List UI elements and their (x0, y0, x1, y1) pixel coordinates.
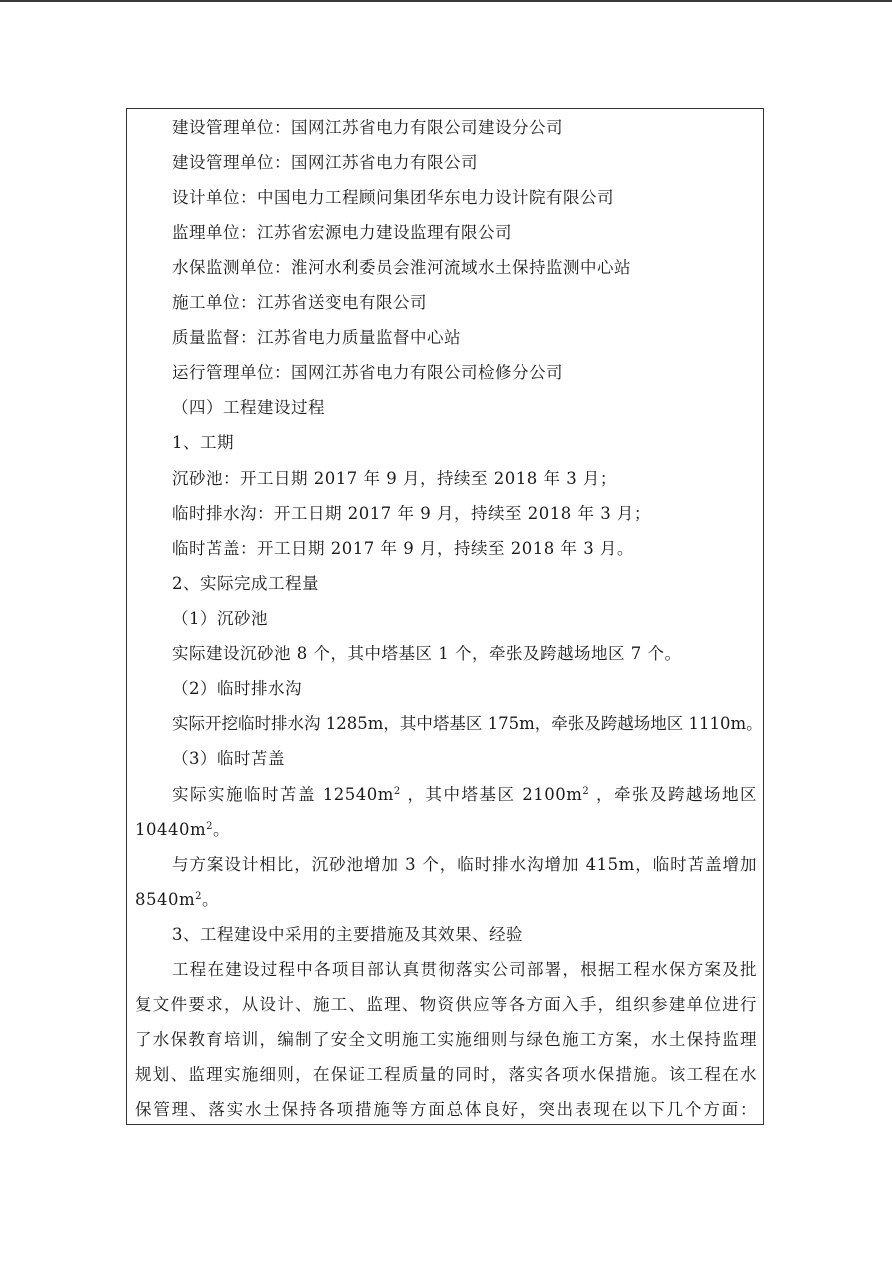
unit-supervision: 监理单位：江苏省宏源电力建设监理有限公司 (172, 223, 512, 242)
unit-construction-management: 建设管理单位：国网江苏省电力有限公司 (172, 153, 478, 172)
item1-text: 实际建设沉砂池 8 个，其中塔基区 1 个，牵张及跨越场地区 7 个。 (172, 644, 682, 663)
measures-line3: 了水保教育培训，编制了安全文明施工实施细则与绿色施工方案，水土保持监理 (135, 1030, 757, 1049)
item3-text-line2: $10440m^2$。 (135, 820, 231, 839)
unit-operation: 运行管理单位：国网江苏省电力有限公司检修分公司 (172, 363, 563, 382)
comparison-line1: 与方案设计相比，沉砂池增加 3 个，临时排水沟增加 415m，临时苫盖增加 (172, 855, 757, 874)
item1-heading: （1）沉砂池 (172, 609, 268, 628)
unit-design: 设计单位：中国电力工程顾问集团华东电力设计院有限公司 (172, 188, 614, 207)
page-top-rule (0, 0, 892, 2)
item3-heading: （3）临时苫盖 (172, 749, 285, 768)
comparison-line2: $8540m^2$。 (135, 890, 220, 909)
unit-monitoring: 水保监测单位：淮河水利委员会淮河流域水土保持监测中心站 (172, 258, 631, 277)
measures-line4: 规划、监理实施细则，在保证工程质量的同时，落实各项水保措施。该工程在水 (135, 1065, 757, 1084)
schedule-drainage-ditch: 临时排水沟：开工日期 2017 年 9 月，持续至 2018 年 3 月； (172, 504, 651, 523)
item2-text: 实际开挖临时排水沟 1285m，其中塔基区 175m，牵张及跨越场地区 1110m。 (172, 714, 763, 733)
measures-line2: 复文件要求，从设计、施工、监理、物资供应等各方面入手，组织参建单位进行 (135, 995, 757, 1014)
schedule-heading: 1、工期 (172, 433, 234, 452)
schedule-temporary-cover: 临时苫盖：开工日期 2017 年 9 月，持续至 2018 年 3 月。 (172, 539, 634, 558)
schedule-sediment-basin: 沉砂池：开工日期 2017 年 9 月，持续至 2018 年 3 月； (172, 469, 617, 488)
section-heading: （四）工程建设过程 (172, 398, 325, 417)
unit-construction-branch: 建设管理单位：国网江苏省电力有限公司建设分公司 (172, 118, 563, 137)
unit-quality-supervision: 质量监督：江苏省电力质量监督中心站 (172, 328, 461, 347)
measures-line5: 保管理、落实水土保持各项措施等方面总体良好，突出表现在以下几个方面： (135, 1100, 757, 1119)
measures-line1: 工程在建设过程中各项目部认真贯彻落实公司部署，根据工程水保方案及批 (172, 960, 757, 979)
document-table-cell (126, 108, 764, 1125)
item2-heading: （2）临时排水沟 (172, 679, 302, 698)
item3-text-line1: 实际实施临时苫盖 $12540m^2$ ，其中塔基区 $2100m^2$ ，牵张及跨越场地区 (172, 785, 757, 804)
quantity-heading: 2、实际完成工程量 (172, 574, 319, 593)
unit-construction: 施工单位：江苏省送变电有限公司 (172, 293, 427, 312)
measures-heading: 3、工程建设中采用的主要措施及其效果、经验 (172, 925, 523, 944)
